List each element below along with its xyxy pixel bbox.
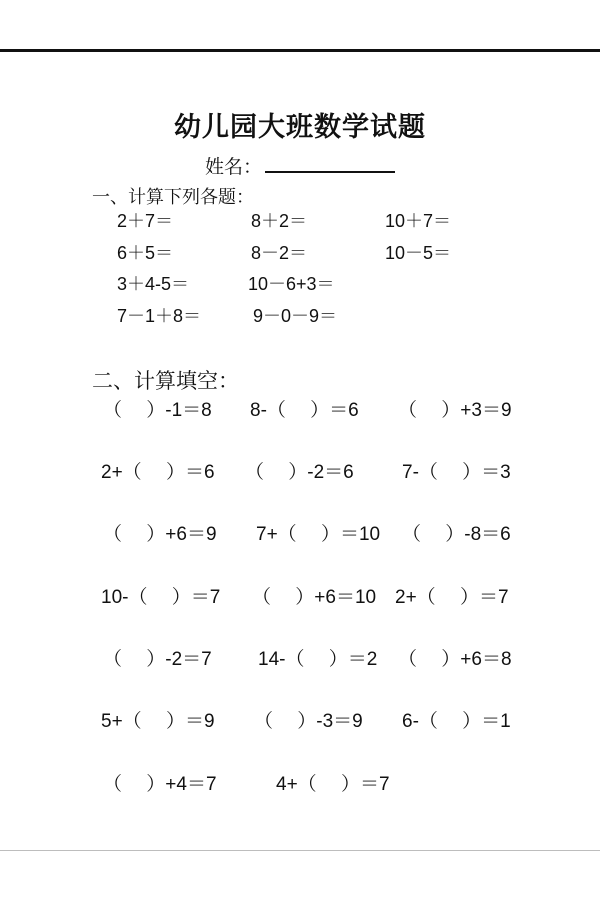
calc-problem: 3＋4-5＝ (117, 274, 190, 294)
calc-problem: 8＋2＝ (251, 211, 308, 231)
fill-problem: （ ）+6＝9 (103, 524, 217, 545)
fill-problem: （ ）+6＝8 (398, 649, 512, 670)
section2-heading: 二、计算填空： (92, 369, 239, 393)
fill-problem: （ ）+4＝7 (103, 774, 217, 795)
fill-problem: 10-（ ）＝7 (101, 587, 221, 608)
fill-problem: （ ）+6＝10 (252, 587, 377, 608)
calc-problem: 7－1＋8＝ (117, 306, 202, 326)
fill-problem: 2+（ ）＝6 (101, 462, 215, 483)
name-label: 姓名： (205, 156, 263, 178)
fill-problem: （ ）-8＝6 (402, 524, 511, 545)
calc-problem: 10＋7＝ (385, 211, 452, 231)
calc-problem: 6＋5＝ (117, 243, 174, 263)
fill-problem: 7+（ ）＝10 (256, 524, 381, 545)
page-title: 幼儿园大班数学试题 (174, 112, 426, 143)
fill-problem: 2+（ ）＝7 (395, 587, 509, 608)
fill-problem: （ ）-2＝7 (103, 649, 212, 670)
name-blank-line[interactable] (265, 171, 395, 173)
fill-problem: 8-（ ）＝6 (250, 400, 359, 421)
fill-problem: 5+（ ）＝9 (101, 711, 215, 732)
fill-problem: 14-（ ）＝2 (258, 649, 378, 670)
fill-problem: 6-（ ）＝1 (402, 711, 511, 732)
top-rule (0, 49, 600, 52)
fill-problem: （ ）-3＝9 (254, 711, 363, 732)
calc-problem: 2＋7＝ (117, 211, 174, 231)
calc-problem: 10－5＝ (385, 243, 452, 263)
section1-heading: 一、计算下列各题： (92, 187, 254, 208)
fill-problem: 7-（ ）＝3 (402, 462, 511, 483)
fill-problem: （ ）+3＝9 (398, 400, 512, 421)
fill-problem: 4+（ ）＝7 (276, 774, 390, 795)
calc-problem: 10－6+3＝ (248, 274, 335, 294)
fill-problem: （ ）-2＝6 (245, 462, 354, 483)
fill-problem: （ ）-1＝8 (103, 400, 212, 421)
calc-problem: 9－0－9＝ (253, 306, 338, 326)
calc-problem: 8－2＝ (251, 243, 308, 263)
bottom-rule (0, 850, 600, 851)
